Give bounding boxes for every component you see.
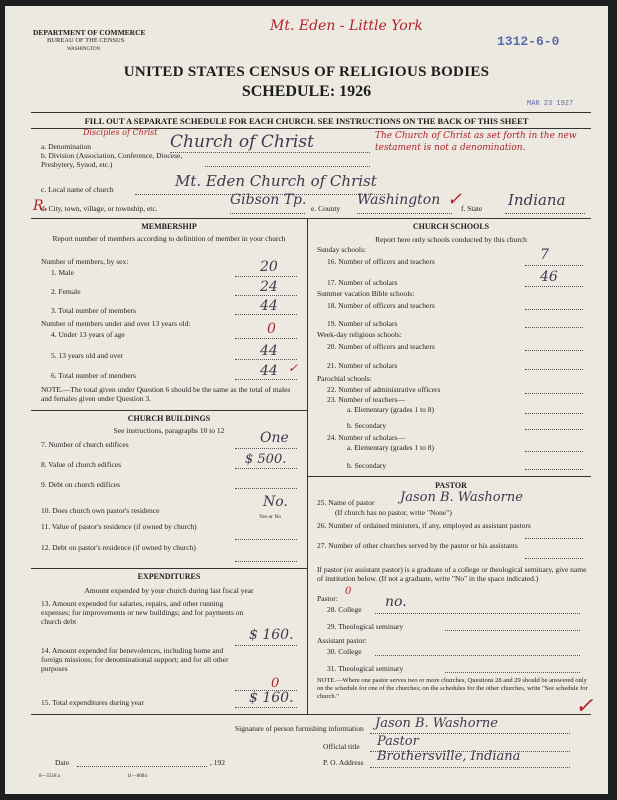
date-label: Date: [55, 758, 70, 767]
pastor-note: NOTE.—Where one pastor serves two or more churches, Questions 28 and 29 should be answered only on the schedule for one of the churches; on the schedules for the other churches, write "See schedule for church.": [317, 677, 588, 700]
benevolences-value: 0: [271, 676, 280, 691]
pastor-name-label: 25. Name of pastor: [317, 498, 375, 507]
division-label: b. Division (Association, Conference, Diocese, Presbytery, Synod, etc.): [41, 151, 183, 169]
weekday-scholars-label: 21. Number of scholars: [327, 361, 398, 370]
salaries-label: 13. Amount expended for salaries, repairs, and other running expenses; for improvements or new buildings; and for payments on church debt: [41, 599, 244, 626]
debt-parsonage-label: 12. Debt on pastor's residence (if owned by church): [41, 543, 196, 552]
total-members-label: 3. Total number of members: [51, 306, 136, 315]
benevolences-label: 14. Amount expended for benevolences, including home and foreign missions; for denominational support; and for all other purposes: [41, 646, 229, 673]
denomination-value: Church of Christ: [170, 132, 314, 152]
sunday-officers-value: 7: [540, 247, 549, 263]
male-label: 1. Male: [51, 268, 74, 277]
print-code: 11—8084: [127, 774, 147, 779]
signature-label: Signature of person furnishing information: [235, 724, 364, 733]
vacation-schools-label: Summer vacation Bible schools:: [317, 289, 415, 298]
under-13-value: 0: [267, 321, 276, 337]
other-churches-label: 27. Number of other churches served by the pastor or his assistants: [317, 541, 518, 550]
denomination-comment: The Church of Christ as set forth in the new testament is not a denomination.: [375, 131, 577, 153]
handwritten-church-note: Mt. Eden - Little York: [270, 18, 423, 34]
buildings-instructions: See instructions, paragraphs 10 to 12: [113, 426, 225, 435]
yes-or-no-caption: Yes or No: [259, 514, 282, 520]
sunday-schools-label: Sunday schools:: [317, 245, 366, 254]
total-members-2-value: 44: [260, 363, 278, 379]
date-stamp: MAR 23 1927: [527, 100, 574, 108]
sunday-scholars-label: 17. Number of scholars: [327, 278, 398, 287]
department-title: DEPARTMENT OF COMMERCE: [33, 28, 146, 37]
total-members-value: 44: [260, 298, 278, 314]
check-mark: ✓: [447, 189, 463, 210]
value-edifices-value: $ 500.: [245, 452, 287, 467]
year-label: , 192: [210, 758, 225, 767]
official-title-value: Pastor: [377, 734, 419, 749]
signature-value: Jason B. Washorne: [375, 716, 498, 731]
county-label: e. County: [311, 204, 341, 213]
sunday-scholars-value: 46: [540, 269, 558, 285]
vacation-officers-label: 18. Number of officers and teachers: [327, 301, 435, 310]
scholars-label: 24. Number of scholars—: [327, 433, 405, 442]
sunday-officers-label: 16. Number of officers and teachers: [327, 257, 435, 266]
total-members-2-label: 6. Total number of members: [51, 371, 136, 380]
membership-check-mark: ✓: [288, 361, 299, 375]
female-label: 2. Female: [51, 287, 81, 296]
under-13-label: 4. Under 13 years of age: [51, 330, 125, 339]
ordained-ministers-label: 26. Number of ordained ministers, if any, employed as assistant pastors: [317, 521, 531, 530]
census-form-page: [5, 6, 608, 794]
teachers-elementary-label: a. Elementary (grades 1 to 8): [347, 405, 435, 414]
edifices-label: 7. Number of church edifices: [41, 440, 129, 449]
value-edifices-label: 8. Value of church edifices: [41, 460, 122, 469]
parochial-schools-label: Parochial schools:: [317, 374, 372, 383]
expenditures-heading: EXPENDITURES: [137, 572, 201, 581]
membership-note: NOTE.—The total given under Question 6 should be the same as the total of males and females given under Question 3.: [41, 385, 291, 403]
state-value: Indiana: [508, 191, 566, 209]
female-value: 24: [260, 279, 278, 295]
assistant-college-label: 30. College: [327, 647, 362, 656]
admin-officers-label: 22. Number of administrative officers: [327, 385, 441, 394]
schedule-title: SCHEDULE: 1926: [241, 83, 372, 100]
teachers-secondary-label: b. Secondary: [347, 421, 387, 430]
college-value: no.: [385, 594, 407, 610]
over-13-value: 44: [260, 343, 278, 359]
weekday-officers-label: 20. Number of officers and teachers: [327, 342, 435, 351]
r-mark: R.: [33, 198, 48, 214]
church-buildings-heading: CHURCH BUILDINGS: [127, 414, 211, 423]
form-number: 8—5518 a: [39, 774, 60, 779]
total-expenditures-value: $ 160.: [249, 690, 294, 706]
male-value: 20: [260, 259, 278, 275]
bureau-title: BUREAU OF THE CENSUS: [47, 37, 125, 44]
weekday-schools-label: Week-day religious schools:: [317, 330, 402, 339]
assistant-pastor-label: Assistant pastor:: [317, 636, 367, 645]
debt-edifices-label: 9. Debt on church edifices: [41, 480, 120, 489]
state-label: f. State: [461, 204, 483, 213]
parsonage-value: No.: [263, 494, 288, 510]
salaries-value: $ 160.: [249, 627, 294, 643]
pastor-sub-label: Pastor:: [317, 594, 338, 603]
membership-by-sex-label: Number of members, by sex:: [41, 257, 129, 266]
value-parsonage-label: 11. Value of pastor's residence (if owned by church): [41, 522, 197, 531]
pastor-name-note: (If church has no pastor, write "None"): [335, 508, 452, 517]
official-title-label: Official title: [323, 742, 360, 751]
pastor-heading: PASTOR: [435, 481, 467, 490]
schools-instructions: Report here only schools conducted by this church: [375, 235, 527, 244]
teachers-label: 23. Number of teachers—: [327, 395, 405, 404]
total-expenditures-label: 15. Total expenditures during year: [41, 698, 144, 707]
vacation-scholars-label: 19. Number of scholars: [327, 319, 398, 328]
instructions-line: FILL OUT A SEPARATE SCHEDULE FOR EACH CHURCH. SEE INSTRUCTIONS ON THE BACK OF THIS SHEET: [84, 116, 529, 126]
church-schools-heading: CHURCH SCHOOLS: [412, 222, 490, 231]
seminary-label: 29. Theological seminary: [327, 622, 404, 631]
form-title: UNITED STATES CENSUS OF RELIGIOUS BODIES: [123, 64, 490, 80]
pastor-name-value: Jason B. Washorne: [400, 490, 523, 505]
age-label: Number of members under and over 13 years old:: [41, 319, 191, 328]
scholars-elementary-label: a. Elementary (grades 1 to 8): [347, 443, 435, 452]
po-address-label: P. O. Address: [323, 758, 364, 767]
edifices-value: One: [260, 430, 289, 446]
graduate-instructions: If pastor (or assistant pastor) is a graduate of a college or theological seminary, give name of institution below. (If not a graduate, write "No" in the space indicated.): [317, 565, 587, 583]
expenditures-instructions: Amount expended by your church during last fiscal year: [84, 586, 254, 595]
scholars-secondary-label: b. Secondary: [347, 461, 387, 470]
signature-check-mark: ✓: [575, 694, 594, 719]
city-label: d. City, town, village, or township, etc.: [41, 204, 158, 213]
denomination-label: a. Denomination: [41, 142, 91, 151]
over-13-label: 5. 13 years old and over: [51, 351, 124, 360]
local-name-label: c. Local name of church: [41, 185, 114, 194]
college-label: 28. College: [327, 605, 362, 614]
membership-heading: MEMBERSHIP: [141, 222, 197, 231]
membership-instructions: Report number of members according to definition of member in your church: [52, 234, 286, 243]
parsonage-label: 10. Does church own pastor's residence: [41, 506, 160, 515]
denomination-handwritten-note: Disciples of Christ: [83, 128, 158, 137]
pastor-sub-mark: 0: [345, 586, 352, 597]
local-name-value: Mt. Eden Church of Christ: [175, 172, 377, 190]
city-value: Gibson Tp.: [230, 192, 307, 208]
county-value: Washington: [357, 192, 441, 208]
assistant-seminary-label: 31. Theological seminary: [327, 664, 404, 673]
city: WASHINGTON: [67, 47, 101, 52]
file-number-stamp: 1312-6-0: [497, 34, 560, 49]
po-address-value: Brothersville, Indiana: [377, 749, 521, 764]
